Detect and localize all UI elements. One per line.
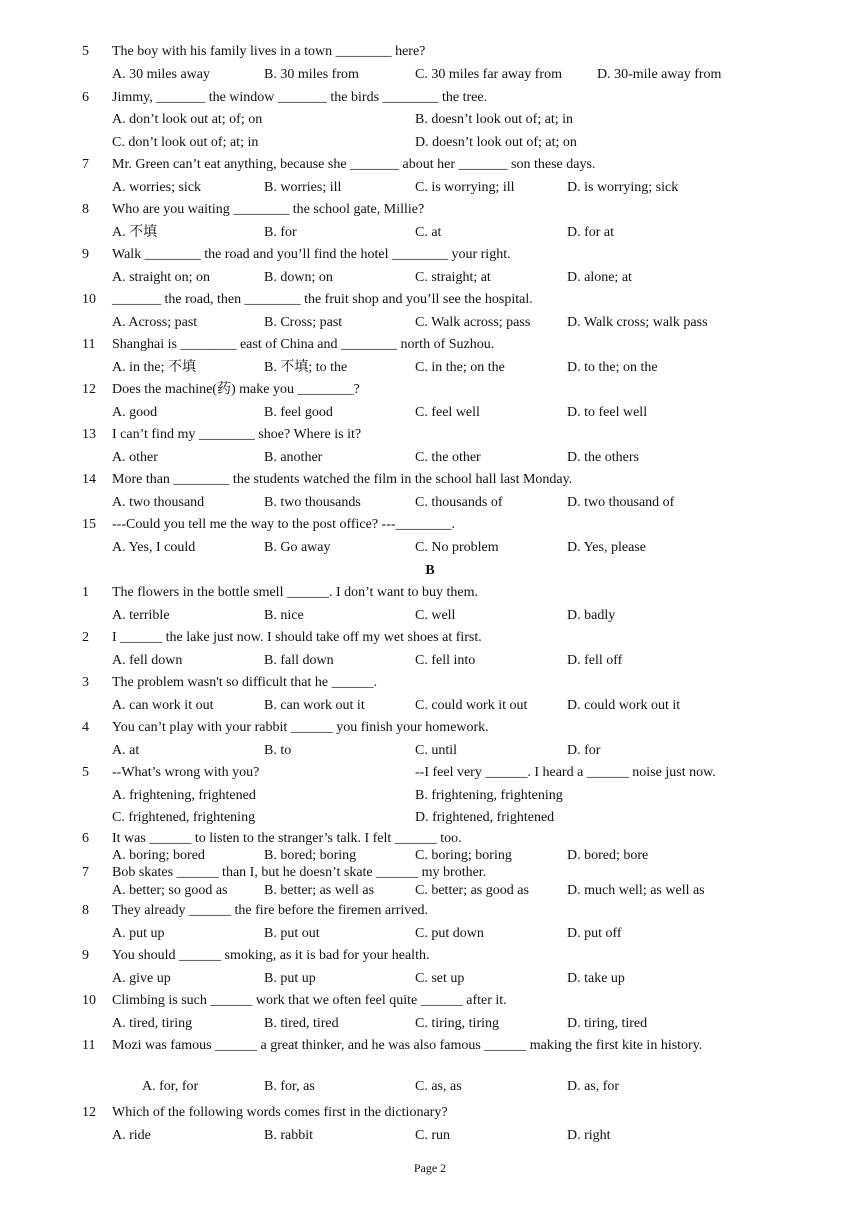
option-c: C. as, as [415, 1079, 462, 1094]
option-b: B. rabbit [264, 1128, 313, 1143]
option-d: D. right [567, 1128, 611, 1143]
question-a-13 [0, 425, 860, 445]
option-b: B. to [264, 743, 292, 758]
question-number: 8 [82, 903, 89, 918]
question-number: 7 [82, 865, 89, 880]
option-d: D. 30-mile away from [597, 67, 722, 82]
option-a: A. ride [112, 1128, 151, 1143]
option-b: B. two thousands [264, 495, 361, 510]
question-number: 3 [82, 675, 89, 690]
option-b: B. another [264, 450, 323, 465]
option-a: A. 30 miles away [112, 67, 210, 82]
question-stem: You should ______ smoking, as it is bad for your health. [112, 948, 430, 963]
option-b: B. for [264, 225, 297, 240]
option-b: B. frightening, frightening [415, 788, 563, 803]
option-b: B. better; as well as [264, 883, 375, 898]
option-a: A. 不填 [112, 225, 158, 240]
option-b: B. can work out it [264, 698, 365, 713]
option-b: B. fall down [264, 653, 334, 668]
question-a-8 [0, 200, 860, 220]
question-stem: Jimmy, _______ the window _______ the birds ________ the tree. [112, 90, 488, 105]
option-d: D. for [567, 743, 601, 758]
option-a: A. frightening, frightened [112, 788, 256, 803]
question-a-7 [0, 155, 860, 175]
option-a: A. don’t look out at; of; on [112, 112, 263, 127]
option-c: C. fell into [415, 653, 476, 668]
option-c: C. better; as good as [415, 883, 529, 898]
question-stem: More than ________ the students watched the film in the school hall last Monday. [112, 472, 573, 487]
question-stem: Bob skates ______ than I, but he doesn’t skate ______ my brother. [112, 865, 487, 880]
option-c: C. well [415, 608, 456, 623]
question-stem: You can’t play with your rabbit ______ you finish your homework. [112, 720, 489, 735]
question-b-8 [0, 901, 860, 921]
options-a-5 [0, 65, 860, 85]
option-d: D. could work out it [567, 698, 681, 713]
option-d: D. Yes, please [567, 540, 646, 555]
option-d: D. to the; on the [567, 360, 658, 375]
question-b-3 [0, 673, 860, 693]
question-number: 6 [82, 831, 89, 846]
question-stem: Climbing is such ______ work that we often feel quite ______ after it. [112, 993, 507, 1008]
question-number: 12 [82, 382, 96, 397]
option-a: A. Yes, I could [112, 540, 196, 555]
option-c: C. Walk across; pass [415, 315, 531, 330]
option-b: B. Go away [264, 540, 331, 555]
option-b: B. doesn’t look out of; at; in [415, 112, 574, 127]
question-b-2 [0, 628, 860, 648]
option-c: C. set up [415, 971, 465, 986]
question-number: 11 [82, 337, 96, 352]
option-a: A. can work it out [112, 698, 214, 713]
question-stem-reply: --I feel very ______. I heard a ______ noise just now. [415, 765, 716, 780]
question-b-1 [0, 583, 860, 603]
question-a-14 [0, 470, 860, 490]
question-b-10 [0, 991, 860, 1011]
option-c: C. until [415, 743, 458, 758]
option-c: C. don’t look out of; at; in [112, 135, 259, 150]
options-b-12 [0, 1126, 860, 1146]
option-b: B. tired, tired [264, 1016, 339, 1031]
option-c: C. feel well [415, 405, 480, 420]
option-b: B. for, as [264, 1079, 315, 1094]
options-b-10 [0, 1014, 860, 1034]
option-b: B. put out [264, 926, 320, 941]
question-number: 15 [82, 517, 96, 532]
question-a-11 [0, 335, 860, 355]
question-number: 4 [82, 720, 89, 735]
option-a: A. terrible [112, 608, 170, 623]
question-stem: _______ the road, then ________ the fruit shop and you’ll see the hospital. [112, 292, 533, 307]
options-a-6-row1 [0, 110, 860, 130]
options-b-3 [0, 696, 860, 716]
option-b: B. Cross; past [264, 315, 343, 330]
option-d: D. put off [567, 926, 622, 941]
option-c: C. in the; on the [415, 360, 505, 375]
options-a-8 [0, 223, 860, 243]
question-stem: Shanghai is ________ east of China and ________ north of Suzhou. [112, 337, 495, 352]
question-number: 13 [82, 427, 96, 442]
option-c: C. straight; at [415, 270, 491, 285]
options-a-14 [0, 493, 860, 513]
option-d: D. tiring, tired [567, 1016, 648, 1031]
option-c: C. at [415, 225, 442, 240]
option-a: A. in the; 不填 [112, 360, 196, 375]
option-b: B. worries; ill [264, 180, 342, 195]
option-b: B. bored; boring [264, 848, 357, 863]
question-number: 5 [82, 44, 89, 59]
question-number: 10 [82, 993, 96, 1008]
option-b: B. 不填; to the [264, 360, 348, 375]
question-a-10 [0, 290, 860, 310]
option-d: D. two thousand of [567, 495, 675, 510]
question-b-9 [0, 946, 860, 966]
option-c: C. put down [415, 926, 484, 941]
question-a-9 [0, 245, 860, 265]
options-b-2 [0, 651, 860, 671]
question-number: 9 [82, 247, 89, 262]
option-d: D. frightened, frightened [415, 810, 555, 825]
question-number: 6 [82, 90, 89, 105]
option-a: A. Across; past [112, 315, 198, 330]
option-a: A. other [112, 450, 158, 465]
question-b-4 [0, 718, 860, 738]
question-stem: The boy with his family lives in a town ________ here? [112, 44, 426, 59]
option-c: C. 30 miles far away from [415, 67, 562, 82]
question-number: 12 [82, 1105, 96, 1120]
options-a-12 [0, 403, 860, 423]
question-b-11 [0, 1036, 860, 1056]
option-d: D. alone; at [567, 270, 632, 285]
option-d: D. for at [567, 225, 615, 240]
options-a-15 [0, 538, 860, 558]
option-d: D. take up [567, 971, 625, 986]
option-b: B. put up [264, 971, 316, 986]
option-a: A. two thousand [112, 495, 205, 510]
question-number: 5 [82, 765, 89, 780]
option-d: D. bored; bore [567, 848, 649, 863]
page-number: Page 2 [413, 1161, 447, 1175]
question-stem: I can’t find my ________ shoe? Where is it? [112, 427, 362, 442]
question-stem: Mozi was famous ______ a great thinker, and he was also famous ______ making the first kite in history. [112, 1038, 703, 1053]
options-b-7 [0, 881, 860, 901]
options-a-10 [0, 313, 860, 333]
option-d: D. badly [567, 608, 616, 623]
question-stem: Which of the following words comes first in the dictionary? [112, 1105, 448, 1120]
option-d: D. as, for [567, 1079, 620, 1094]
option-a: A. tired, tiring [112, 1016, 193, 1031]
question-number: 2 [82, 630, 89, 645]
option-d: D. is worrying; sick [567, 180, 679, 195]
options-b-4 [0, 741, 860, 761]
option-d: D. fell off [567, 653, 623, 668]
option-b: B. 30 miles from [264, 67, 359, 82]
options-a-6-row2 [0, 133, 860, 153]
options-b-11 [0, 1077, 860, 1097]
question-stem: --What’s wrong with you? [112, 765, 260, 780]
question-stem: It was ______ to listen to the stranger’s talk. I felt ______ too. [112, 831, 462, 846]
option-a: A. at [112, 743, 140, 758]
question-a-15 [0, 515, 860, 535]
options-b-8 [0, 924, 860, 944]
question-number: 7 [82, 157, 89, 172]
options-a-11 [0, 358, 860, 378]
options-b-1 [0, 606, 860, 626]
option-c: C. could work it out [415, 698, 528, 713]
option-c: C. No problem [415, 540, 499, 555]
question-b-5 [0, 763, 860, 783]
options-a-13 [0, 448, 860, 468]
option-a: A. better; so good as [112, 883, 228, 898]
option-a: A. good [112, 405, 158, 420]
option-c: C. run [415, 1128, 450, 1143]
question-stem: ---Could you tell me the way to the post office? ---________. [112, 517, 456, 532]
options-b-5-row1 [0, 786, 860, 806]
option-c: C. boring; boring [415, 848, 512, 863]
option-a: A. fell down [112, 653, 183, 668]
question-b-12 [0, 1103, 860, 1123]
question-stem: The flowers in the bottle smell ______. I don’t want to buy them. [112, 585, 479, 600]
question-a-6 [0, 88, 860, 108]
option-a: A. worries; sick [112, 180, 202, 195]
option-d: D. much well; as well as [567, 883, 705, 898]
option-c: C. thousands of [415, 495, 503, 510]
options-b-5-row2 [0, 808, 860, 828]
question-number: 1 [82, 585, 89, 600]
option-d: D. the others [567, 450, 639, 465]
option-b: B. nice [264, 608, 304, 623]
question-stem: Does the machine(药) make you ________? [112, 382, 360, 397]
option-d: D. doesn’t look out of; at; on [415, 135, 577, 150]
option-a: A. give up [112, 971, 171, 986]
question-a-12 [0, 380, 860, 400]
question-stem: The problem wasn't so difficult that he ______. [112, 675, 378, 690]
option-b: B. down; on [264, 270, 333, 285]
option-c: C. tiring, tiring [415, 1016, 499, 1031]
section-heading-b: B [425, 563, 435, 578]
options-a-7 [0, 178, 860, 198]
option-a: A. put up [112, 926, 165, 941]
question-number: 10 [82, 292, 96, 307]
question-stem: They already ______ the fire before the firemen arrived. [112, 903, 429, 918]
question-stem: Walk ________ the road and you’ll find the hotel ________ your right. [112, 247, 511, 262]
options-a-9 [0, 268, 860, 288]
option-a: A. boring; bored [112, 848, 205, 863]
option-c: C. the other [415, 450, 481, 465]
option-b: B. feel good [264, 405, 333, 420]
question-a-5 [0, 42, 860, 62]
option-c: C. frightened, frightening [112, 810, 256, 825]
question-number: 11 [82, 1038, 96, 1053]
option-d: D. Walk cross; walk pass [567, 315, 708, 330]
options-b-9 [0, 969, 860, 989]
question-stem: I ______ the lake just now. I should take off my wet shoes at first. [112, 630, 482, 645]
question-stem: Who are you waiting ________ the school gate, Millie? [112, 202, 425, 217]
question-number: 8 [82, 202, 89, 217]
question-b-7 [0, 863, 860, 883]
option-a: A. for, for [142, 1079, 199, 1094]
question-number: 14 [82, 472, 96, 487]
option-d: D. to feel well [567, 405, 648, 420]
option-c: C. is worrying; ill [415, 180, 515, 195]
question-stem: Mr. Green can’t eat anything, because she _______ about her _______ son these days. [112, 157, 596, 172]
question-number: 9 [82, 948, 89, 963]
option-a: A. straight on; on [112, 270, 210, 285]
